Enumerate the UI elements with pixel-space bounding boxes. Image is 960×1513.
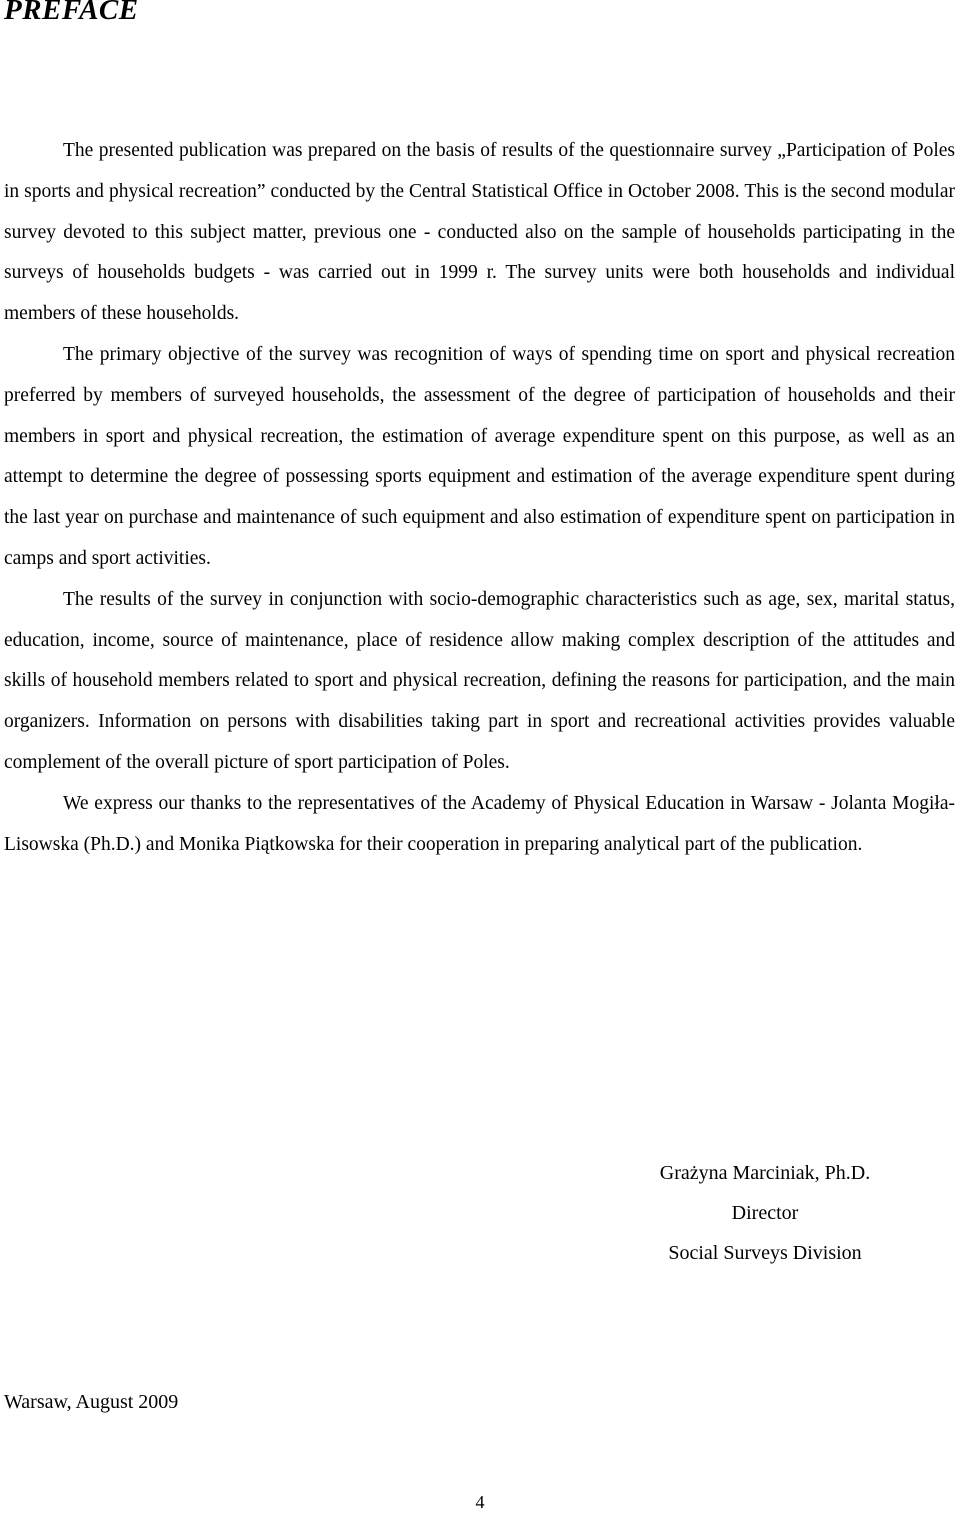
signatory-division: Social Surveys Division <box>668 1242 862 1264</box>
signatory-position: Director <box>731 1202 799 1224</box>
paragraph-4: We express our thanks to the representatives of the Academy of Physical Education in Warsaw - Jolanta Mogiła-Lisowska (Ph.D.) and Monika Piątkowska for their cooperation in preparing analytical part of the publication. <box>4 792 955 855</box>
paragraph-2: The primary objective of the survey was recognition of ways of spending time on sport and physical recreation preferred by members of surveyed households, the assessment of the degree of participation of households and their members in sport and physical recreation, the estimation of average expenditure spent on this purpose, as well as an attempt to determine the degree of possessing sports equipment and estimation of the average expenditure spent during the last year on purchase and maintenance of such equipment and also estimation of expenditure spent on participation in camps and sport activities. <box>4 343 955 569</box>
paragraph-3: The results of the survey in conjunction with socio-demographic characteristics such as age, sex, marital status, education, income, source of maintenance, place of residence allow making complex description of the attitudes and skills of household members related to sport and physical recreation, defining the reasons for participation, and the main organizers. Information on persons with disabilities taking part in sport and recreational activities provides valuable complement of the overall picture of sport participation of Poles. <box>4 588 955 773</box>
page-title: PREFACE <box>4 0 139 26</box>
paragraph-1: The presented publication was prepared on the basis of results of the questionnaire survey „Participation of Poles in sports and physical recreation” conducted by the Central Statistical Office in October 2008. This is the second modular survey devoted to this subject matter, previous one - conducted also on the sample of households participating in the surveys of households budgets - was carried out in 1999 r. The survey units were both households and individual members of these households. <box>4 140 955 325</box>
page-number: 4 <box>475 1492 485 1512</box>
signatory-name: Grażyna Marciniak, Ph.D. <box>659 1162 871 1184</box>
signature-block <box>620 1153 910 1273</box>
place-and-date: Warsaw, August 2009 <box>4 1391 179 1413</box>
preface-body <box>4 131 955 865</box>
